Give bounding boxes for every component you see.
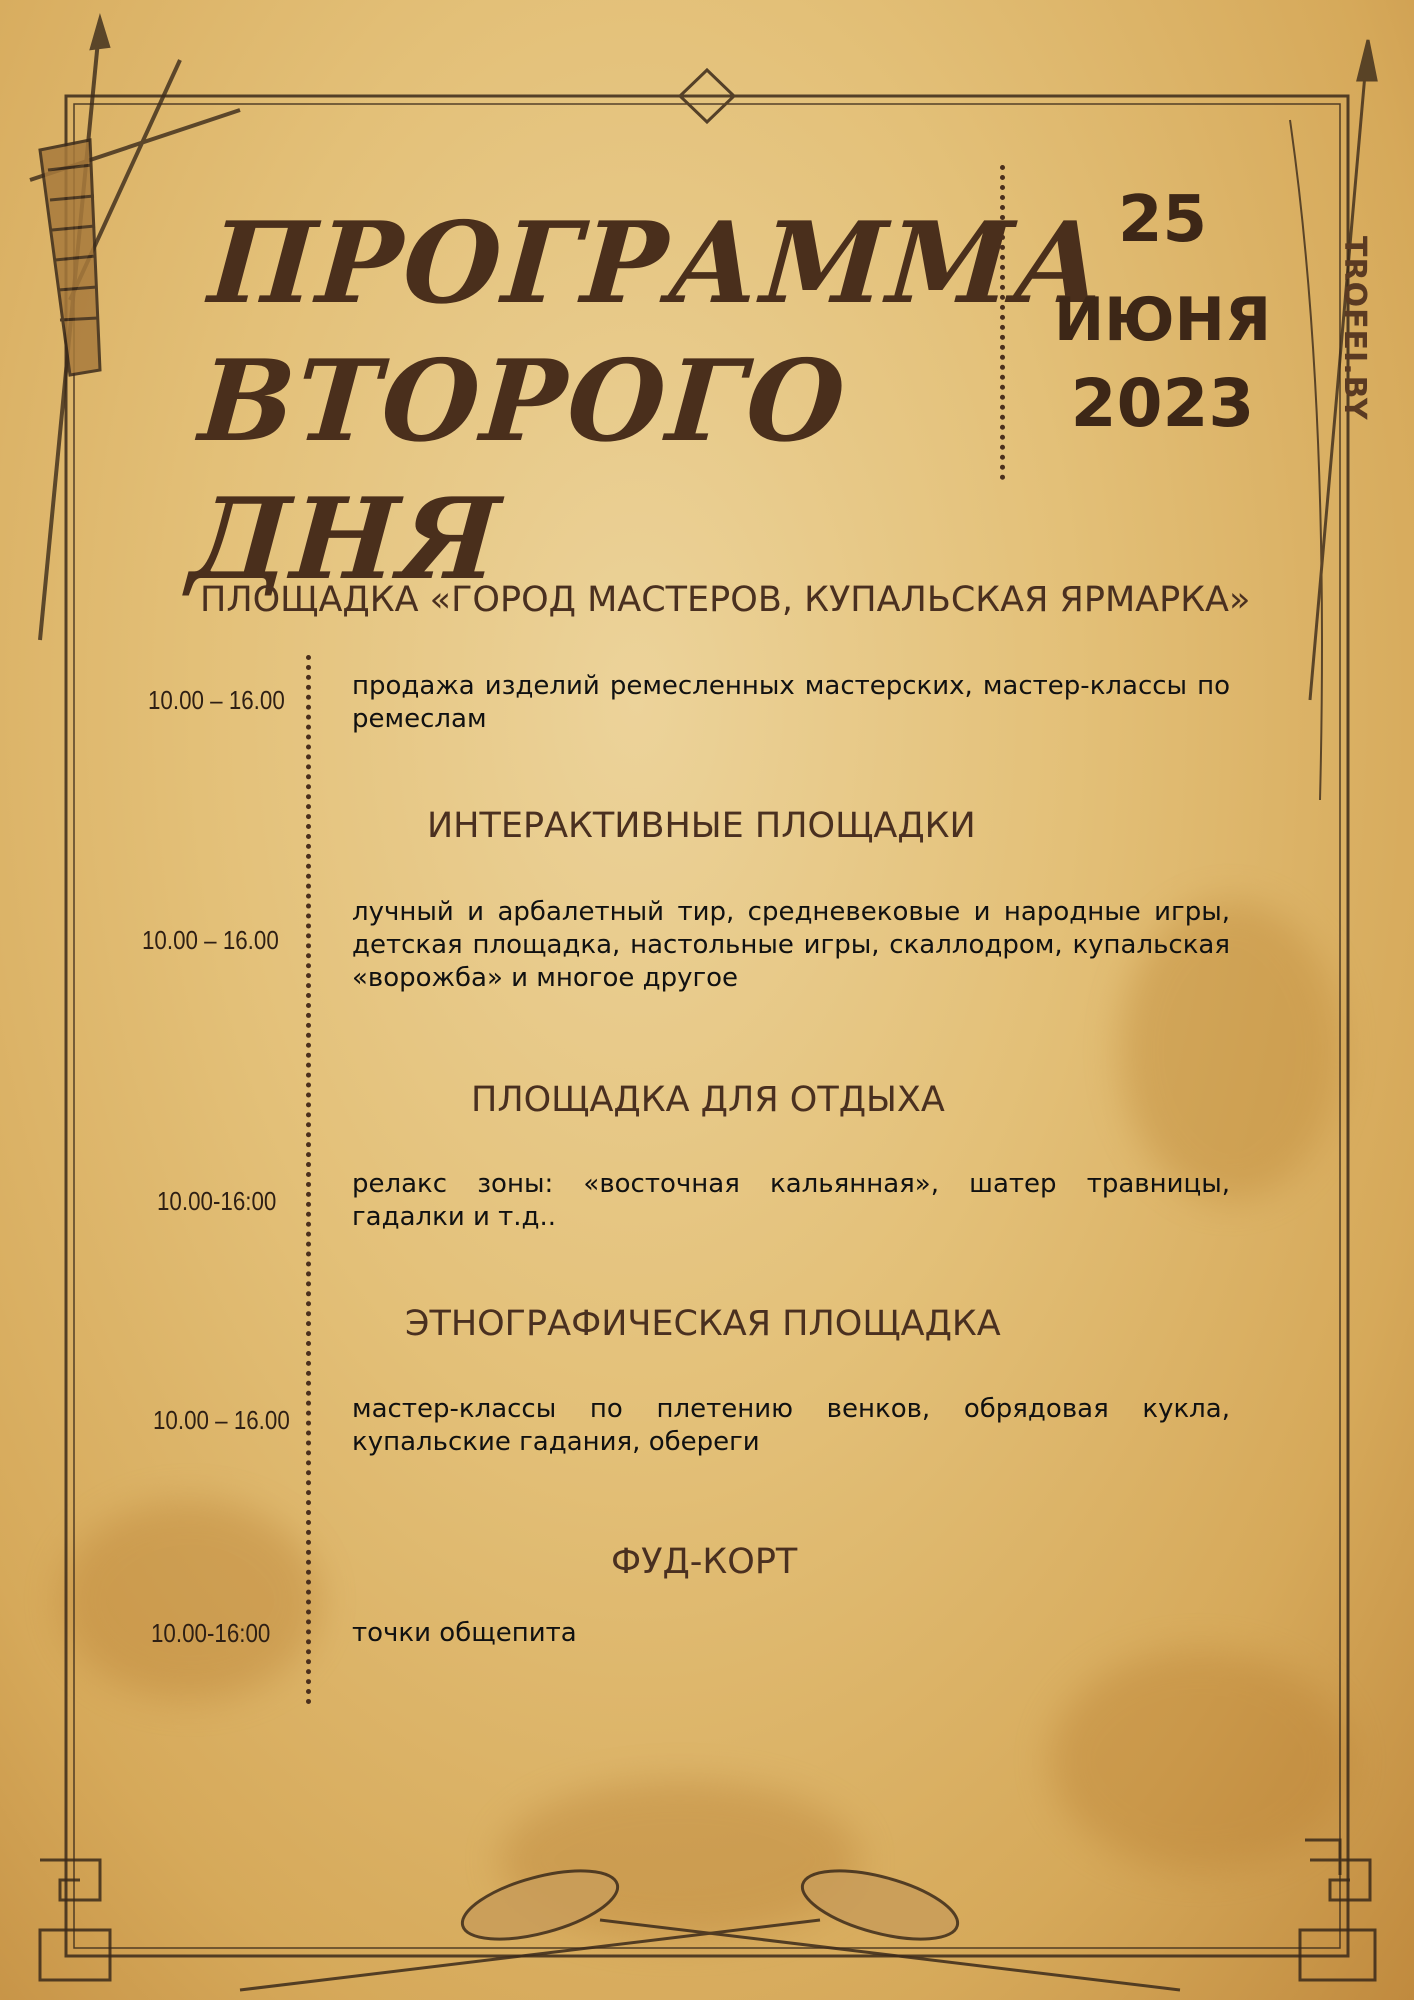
section-description: релакс зоны: «восточная кальянная», шатер травницы, гадалки и т.д.. [352,1169,1230,1232]
section-title: ПЛОЩАДКА «ГОРОД МАСТЕРОВ, КУПАЛЬСКАЯ ЯРМАРКА» [200,580,1251,620]
title-line-2: ВТОРОГО ДНЯ [185,336,851,605]
section-title: ФУД-КОРТ [611,1542,798,1582]
section-description: лучный и арбалетный тир, средневековые и народные игры, детская площадка, настольные игры, скаллодром, купальская «ворожба» и многое другое [352,897,1230,993]
section-description: продажа изделий ремесленных мастерских, мастер-классы по ремеслам [352,671,1230,734]
title-line-1: ПРОГРАММА [205,198,1112,329]
site-watermark: TROFEI.BY [1337,236,1372,421]
section-title: ПЛОЩАДКА ДЛЯ ОТДЫХА [471,1080,945,1120]
section-time: 10.00 – 16.00 [153,1405,290,1435]
section-description: точки общепита [352,1618,577,1648]
section-time: 10.00-16:00 [157,1186,277,1216]
date-divider [1000,165,1005,480]
date-year: 2023 [1070,365,1255,442]
date-day: 25 [1117,183,1208,257]
event-date [1035,180,1290,444]
section-time: 10.00 – 16.00 [148,685,285,715]
section-time: 10.00 – 16.00 [142,925,279,955]
timeline-line [306,655,311,1705]
page-title [185,195,1112,609]
section-description: мастер-классы по плетению венков, обрядовая кукла, купальские гадания, обереги [352,1394,1230,1457]
date-month: ИЮНЯ [1053,285,1272,355]
section-title: ЭТНОГРАФИЧЕСКАЯ ПЛОЩАДКА [405,1304,1001,1344]
section-time: 10.00-16:00 [151,1618,271,1648]
section-title: ИНТЕРАКТИВНЫЕ ПЛОЩАДКИ [427,806,976,846]
